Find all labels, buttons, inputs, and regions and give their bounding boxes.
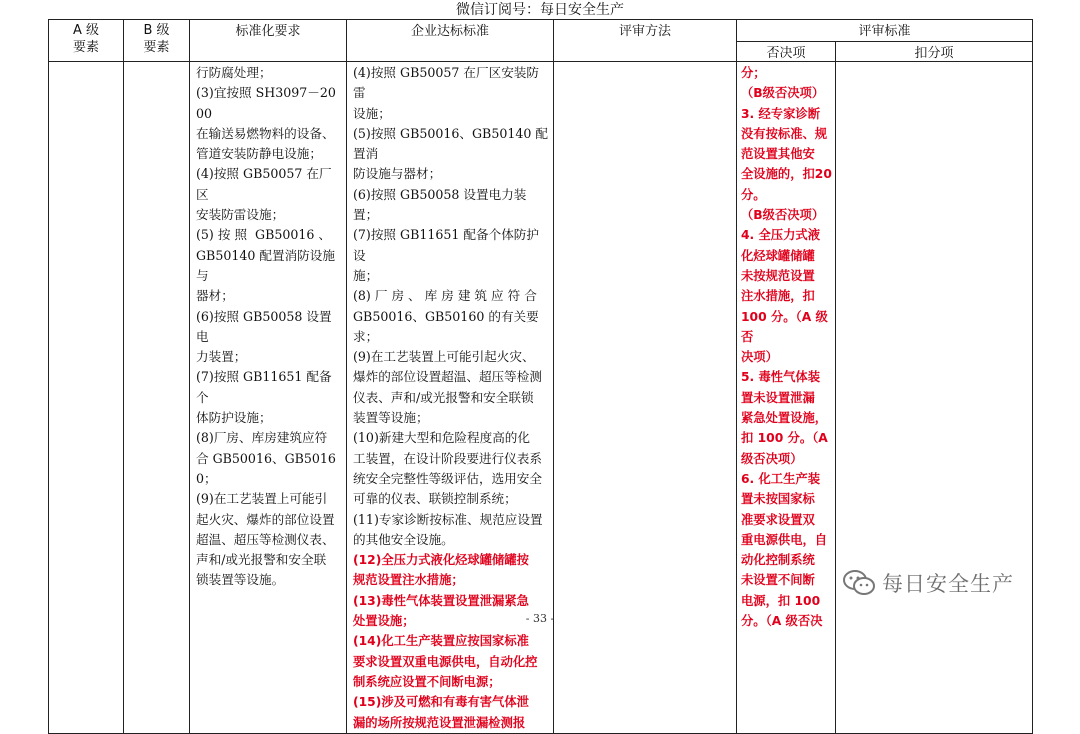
veto-item-line: （B级否决项） <box>741 208 825 223</box>
header-note: 微信订阅号：每日安全生产 <box>456 2 624 18</box>
enterprise-standard-line: (6)按照 GB50058 设置电力装置； <box>353 186 527 223</box>
enterprise-standard-line: 仪表、声和/或光报警和安全联锁 <box>353 389 534 405</box>
enterprise-standard-line: 设施； <box>353 105 391 121</box>
standard-requirements-line: 行防腐处理； <box>196 65 272 80</box>
standard-requirements-line: (9)在工艺装置上可能引 <box>196 491 328 507</box>
veto-item-line: 3. 经专家诊断 <box>741 106 820 121</box>
enterprise-standard-line: 统安全完整性等级评估，选用安全 <box>353 470 542 486</box>
standard-requirements-line: GB50140 配置消防设施与 <box>196 247 335 283</box>
enterprise-standard-text <box>347 62 553 733</box>
veto-item-line: 决项） <box>741 350 778 365</box>
header-b-element <box>124 20 190 62</box>
standard-requirements-line: 体防护设施； <box>196 410 272 426</box>
standard-requirements-line: 声和/或光报警和安全联 <box>196 552 327 568</box>
veto-item-line: 电源，扣 100 <box>741 593 821 608</box>
veto-items-text <box>737 62 835 631</box>
enterprise-standard-line: (15)涉及可燃和有毒有害气体泄 <box>353 695 529 710</box>
cell-b-element <box>124 62 190 734</box>
header-a-element <box>49 20 124 62</box>
enterprise-standard-line: (11)专家诊断按标准、规范应设置 <box>353 511 543 527</box>
veto-item-line: 重电源供电，自 <box>741 532 828 547</box>
veto-item-line: 级否决项） <box>741 451 803 466</box>
standard-requirements-text <box>190 62 346 591</box>
veto-item-line: 置未按国家标 <box>741 492 815 507</box>
header-standard-requirements: 标准化要求 <box>190 20 347 62</box>
enterprise-standard-line: (10)新建大型和危险程度高的化 <box>353 430 530 446</box>
enterprise-standard-line: 的其他安全设施。 <box>353 531 454 547</box>
watermark-text: 每日安全生产 <box>882 572 1014 596</box>
veto-item-line: 未设置不间断 <box>741 573 815 588</box>
standard-requirements-line: (7)按照 GB11651 配备个 <box>196 369 332 405</box>
enterprise-standard-line: 处置设施； <box>353 614 415 629</box>
cell-review-method <box>554 62 737 734</box>
header-b-element-label: B 级 要素 <box>143 23 170 55</box>
veto-item-line: 全设施的，扣20 <box>741 167 832 182</box>
enterprise-standard-line: 漏的场所按规范设置泄漏检测报 <box>353 715 526 730</box>
header-review-criteria: 评审标准 <box>737 20 1033 42</box>
enterprise-standard-line: (4)按照 GB50057 在厂区安装防雷 <box>353 65 539 101</box>
standard-requirements-line: 管道安装防静电设施； <box>196 146 322 162</box>
veto-item-line: 扣 100 分。（A <box>741 431 828 446</box>
standard-requirements-line: 超温、超压等检测仪表、 <box>196 531 335 547</box>
cell-a-element <box>49 62 124 734</box>
page-number: - 33 - <box>525 612 555 625</box>
standard-requirements-line: 起火灾、爆炸的部位设置 <box>196 511 335 527</box>
standard-requirements-line: 器材； <box>196 288 234 304</box>
enterprise-standard-line: 工装置，在设计阶段要进行仪表系 <box>353 450 542 466</box>
veto-item-line: 分； <box>741 66 766 80</box>
veto-item-line: （B级否决项） <box>741 86 825 101</box>
veto-item-line: 范设置其他安 <box>741 147 815 162</box>
deduction-items-text <box>836 62 1032 63</box>
standard-requirements-line: (8)厂房、库房建筑应符 <box>196 430 328 446</box>
enterprise-standard-line: 施； <box>353 267 379 283</box>
standard-requirements-line: 合 GB50016、GB50160； <box>196 450 336 486</box>
review-standards-table <box>48 19 1033 734</box>
veto-item-line: 没有按标准、规 <box>741 126 828 141</box>
enterprise-standard-line: (5)按照 GB50016、GB50140 配置消 <box>353 125 548 162</box>
standard-requirements-line: (3)宜按照 SH3097－2000 <box>196 85 336 121</box>
veto-item-line: 6. 化工生产装 <box>741 471 820 486</box>
enterprise-standard-line: 装置等设施； <box>353 410 429 426</box>
enterprise-standard-line: 要求设置双重电源供电，自动化控 <box>353 654 538 669</box>
veto-item-line: 准要求设置双 <box>741 512 815 527</box>
veto-item-line: 分。（A 级否决 <box>741 614 823 629</box>
veto-item-line: 100 分。（A 级否 <box>741 309 828 344</box>
veto-item-line: 化烃球罐储罐 <box>741 248 815 263</box>
cell-enterprise-standard <box>347 62 554 734</box>
standard-requirements-line: 力装置； <box>196 349 247 365</box>
enterprise-standard-line: (12)全压力式液化烃球罐储罐按 <box>353 553 529 568</box>
enterprise-standard-line: 规范设置注水措施； <box>353 573 464 588</box>
veto-item-line: 分。 <box>741 187 766 202</box>
veto-item-line: 紧急处置设施， <box>741 411 828 426</box>
veto-item-line: 未按规范设置 <box>741 268 815 283</box>
enterprise-standard-line: (14)化工生产装置应按国家标准 <box>353 634 529 649</box>
review-method-text <box>554 62 736 63</box>
watermark <box>842 566 1014 600</box>
enterprise-standard-line: (7)按照 GB11651 配备个体防护设 <box>353 227 539 263</box>
wechat-icon <box>842 568 876 598</box>
enterprise-standard-line: 爆炸的部位设置超温、超压等检测 <box>353 369 542 385</box>
enterprise-standard-line: 制系统应设置不间断电源； <box>353 674 501 689</box>
header-deduction-items: 扣分项 <box>836 42 1033 62</box>
veto-item-line: 5. 毒性气体装 <box>741 370 820 385</box>
enterprise-standard-line: (9)在工艺装置上可能引起火灾、 <box>353 349 535 365</box>
header-veto-items: 否决项 <box>737 42 836 62</box>
cell-standard-requirements <box>190 62 347 734</box>
standard-requirements-line: 锁装置等设施。 <box>196 572 285 588</box>
standard-requirements-line: (5) 按 照 GB50016 、 <box>196 227 332 243</box>
standard-requirements-line: (4)按照 GB50057 在厂区 <box>196 166 332 202</box>
standard-requirements-line: 在输送易燃物料的设备、 <box>196 125 335 141</box>
enterprise-standard-line: (13)毒性气体装置设置泄漏紧急 <box>353 593 529 608</box>
veto-item-line: 注水措施，扣 <box>741 289 815 304</box>
veto-item-line: 置未设置泄漏 <box>741 390 815 405</box>
header-review-method: 评审方法 <box>554 20 737 62</box>
header-a-element-label: A 级 要素 <box>72 23 100 55</box>
veto-item-line: 动化控制系统 <box>741 553 815 568</box>
veto-item-line: 4. 全压力式液 <box>741 228 820 243</box>
standard-requirements-line: (6)按照 GB50058 设置电 <box>196 308 332 344</box>
cell-veto-items <box>737 62 836 734</box>
header-enterprise-standard: 企业达标标准 <box>347 20 554 62</box>
enterprise-standard-line: 防设施与器材； <box>353 166 442 182</box>
enterprise-standard-line: (8) 厂 房 、 库 房 建 筑 应 符 合 <box>353 288 537 304</box>
cell-deduction-items <box>836 62 1033 734</box>
standard-requirements-line: 安装防雷设施； <box>196 207 285 223</box>
enterprise-standard-line: 可靠的仪表、联锁控制系统； <box>353 491 517 507</box>
enterprise-standard-line: GB50016、GB50160 的有关要求； <box>353 308 539 344</box>
